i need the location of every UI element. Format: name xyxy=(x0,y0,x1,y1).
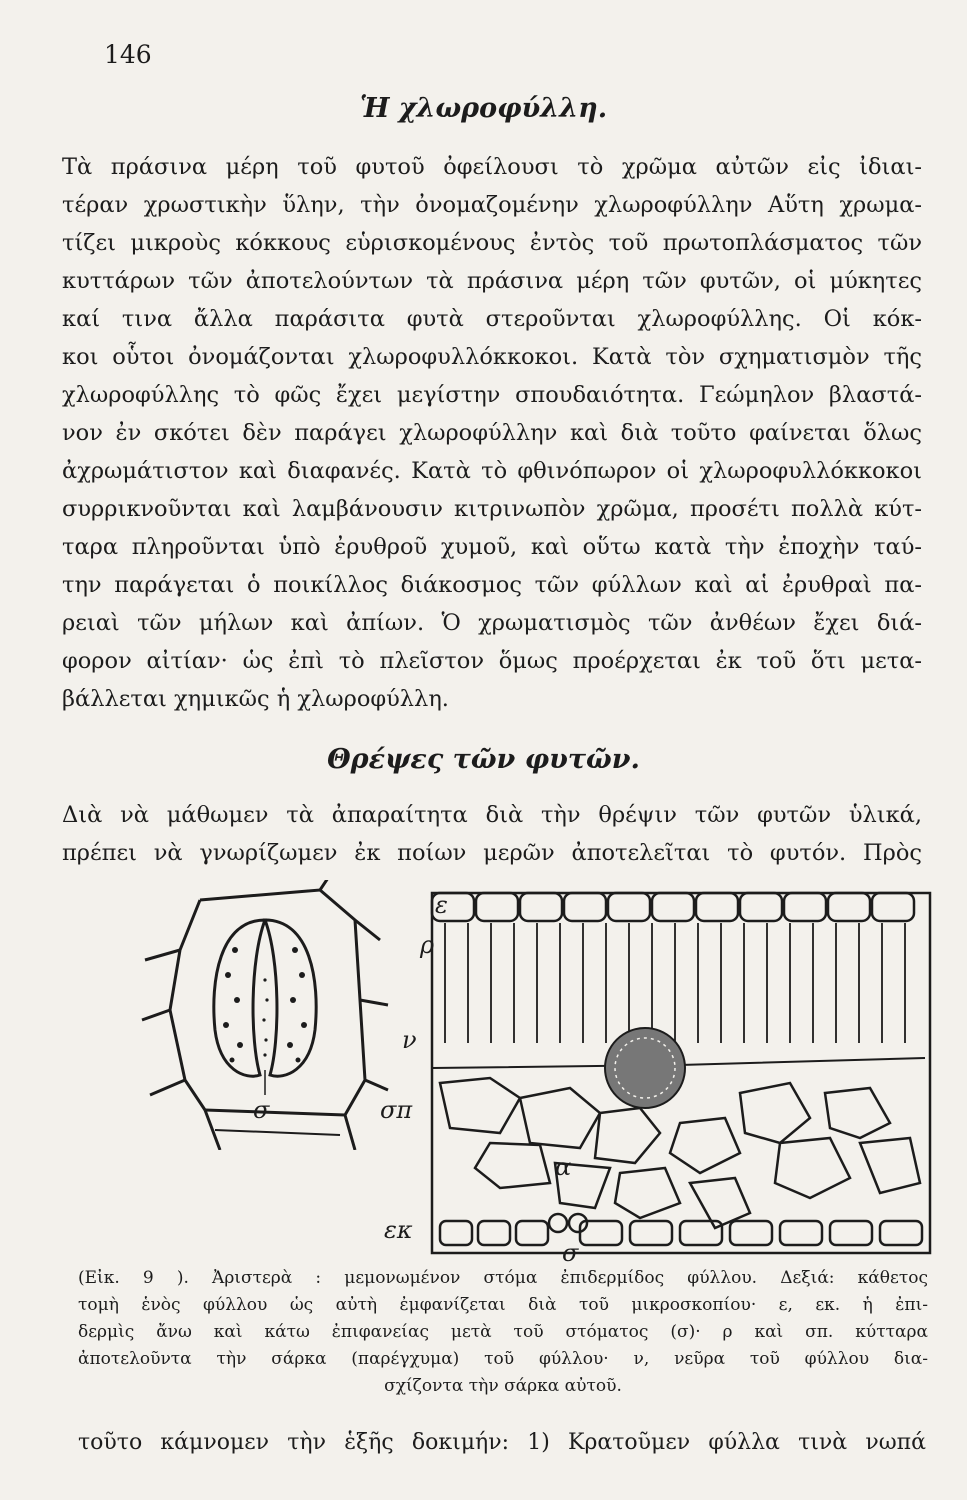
figure-caption xyxy=(78,1265,928,1400)
label-sp: σπ xyxy=(380,1096,413,1124)
text-line: τέραν χρωστικὴν ὕλην, τὴν ὀνομαζομένην χλωροφύλλην Αὕτη χρωμα- xyxy=(62,192,922,218)
label-rho: ρ xyxy=(420,931,435,959)
text-line: τίζει μικροὺς κόκκους εὑρισκομένους ἐντὸς τοῦ πρωτοπλάσματος τῶν xyxy=(62,230,922,256)
text-line: ταρα πληροῦνται ὑπὸ ἐρυθροῦ χυμοῦ, καὶ οὕτω κατὰ τὴν ἐποχὴν ταύ- xyxy=(62,534,922,560)
section-title-chlorophyll: Ἡ χλωροφύλλη. xyxy=(359,93,608,124)
page-number: 146 xyxy=(104,40,152,69)
caption-line: τομὴ ἑνὸς φύλλου ὡς αὐτὴ ἐμφανίζεται διὰ τοῦ μικροσκοπίου· ε, εκ. ἡ ἐπι- xyxy=(78,1295,928,1315)
caption-line: δερμὶς ἄνω καὶ κάτω ἐπιφανείας μετὰ τοῦ στόματος (σ)· ρ καὶ σπ. κύτταρα xyxy=(78,1322,928,1342)
caption-line: σχίζοντα τὴν σάρκα αὐτοῦ. xyxy=(384,1376,622,1396)
label-sigma-left: σ xyxy=(253,1096,270,1124)
caption-line: (Εἰκ. 9 ). Ἀριστερὰ : μεμονωμένον στόμα ἐπιδερμίδος φύλλου. Δεξιά: κάθετος xyxy=(78,1268,928,1288)
continuation-line: τοῦτο κάμνομεν τὴν ἑξῆς δοκιμήν: 1) Κρατοῦμεν φύλλα τινὰ νωπά xyxy=(78,1430,926,1455)
text-line: συρρικνοῦνται καὶ λαμβάνουσιν κιτρινωπὸν χρῶμα, προσέτι πολλὰ κύτ- xyxy=(62,496,922,522)
text-line: την παράγεται ὁ ποικίλλος διάκοσμος τῶν φύλλων καὶ αἱ ἐρυθραὶ πα- xyxy=(62,572,922,598)
text-line: ἀχρωμάτιστον καὶ διαφανές. Κατὰ τὸ φθινόπωρον οἱ χλωροφυλλόκκοκοι xyxy=(62,458,922,484)
text-line: πρέπει νὰ γνωρίζωμεν ἐκ ποίων μερῶν ἀποτελεῖται τὸ φυτόν. Πρὸς xyxy=(62,840,922,866)
text-line: Τὰ πράσινα μέρη τοῦ φυτοῦ ὀφείλουσι τὸ χρῶμα αὐτῶν εἰς ἰδιαι- xyxy=(62,154,922,180)
text-line: καί τινα ἄλλα παράσιτα φυτὰ στεροῦνται χλωροφύλλης. Οἱ κόκ- xyxy=(62,306,922,332)
stoma-figure xyxy=(140,880,390,1150)
label-ek: εκ xyxy=(384,1216,413,1244)
paragraph-chlorophyll xyxy=(62,148,922,718)
label-alpha: α xyxy=(555,1153,572,1181)
paragraph-nutrition xyxy=(62,796,922,872)
label-epsilon: ε xyxy=(435,891,448,919)
text-line: χλωροφύλλης τὸ φῶς ἔχει μεγίστην σπουδαιότητα. Γεώμηλον βλαστά- xyxy=(62,382,922,408)
caption-line: ἀποτελοῦντα τὴν σάρκα (παρέγχυμα) τοῦ φύλλου· ν, νεῦρα τοῦ φύλλου δια- xyxy=(78,1349,928,1369)
text-line: φορον αἰτίαν· ὡς ἐπὶ τὸ πλεῖστον ὅμως προέρχεται ἐκ τοῦ ὅτι μετα- xyxy=(62,648,922,674)
text-line: κυττάρων τῶν ἀποτελούντων τὰ πράσινα μέρη τῶν φυτῶν, οἱ μύκητες xyxy=(62,268,922,294)
text-line: Διὰ νὰ μάθωμεν τὰ ἀπαραίτητα διὰ τὴν θρέψιν τῶν φυτῶν ὑλικά, xyxy=(62,802,922,828)
label-sigma-right: σ xyxy=(562,1239,579,1263)
text-line: κοι οὗτοι ὀνομάζονται χλωροφυλλόκκοκοι. Κατὰ τὸν σχηματισμὸν τῆς xyxy=(62,344,922,370)
section-title-nutrition: Θρέψες τῶν φυτῶν. xyxy=(327,744,640,775)
label-nu: ν xyxy=(402,1026,417,1054)
text-line: νον ἐν σκότει δὲν παράγει χλωροφύλλην καὶ διὰ τοῦτο φαίνεται ὅλως xyxy=(62,420,922,446)
text-line: ρειαὶ τῶν μήλων καὶ ἀπίων. Ὁ χρωματισμὸς τῶν ἀνθέων ἔχει διά- xyxy=(62,610,922,636)
leaf-cross-section-figure xyxy=(380,883,940,1263)
text-line: βάλλεται χημικῶς ἡ χλωροφύλλη. xyxy=(62,686,449,712)
